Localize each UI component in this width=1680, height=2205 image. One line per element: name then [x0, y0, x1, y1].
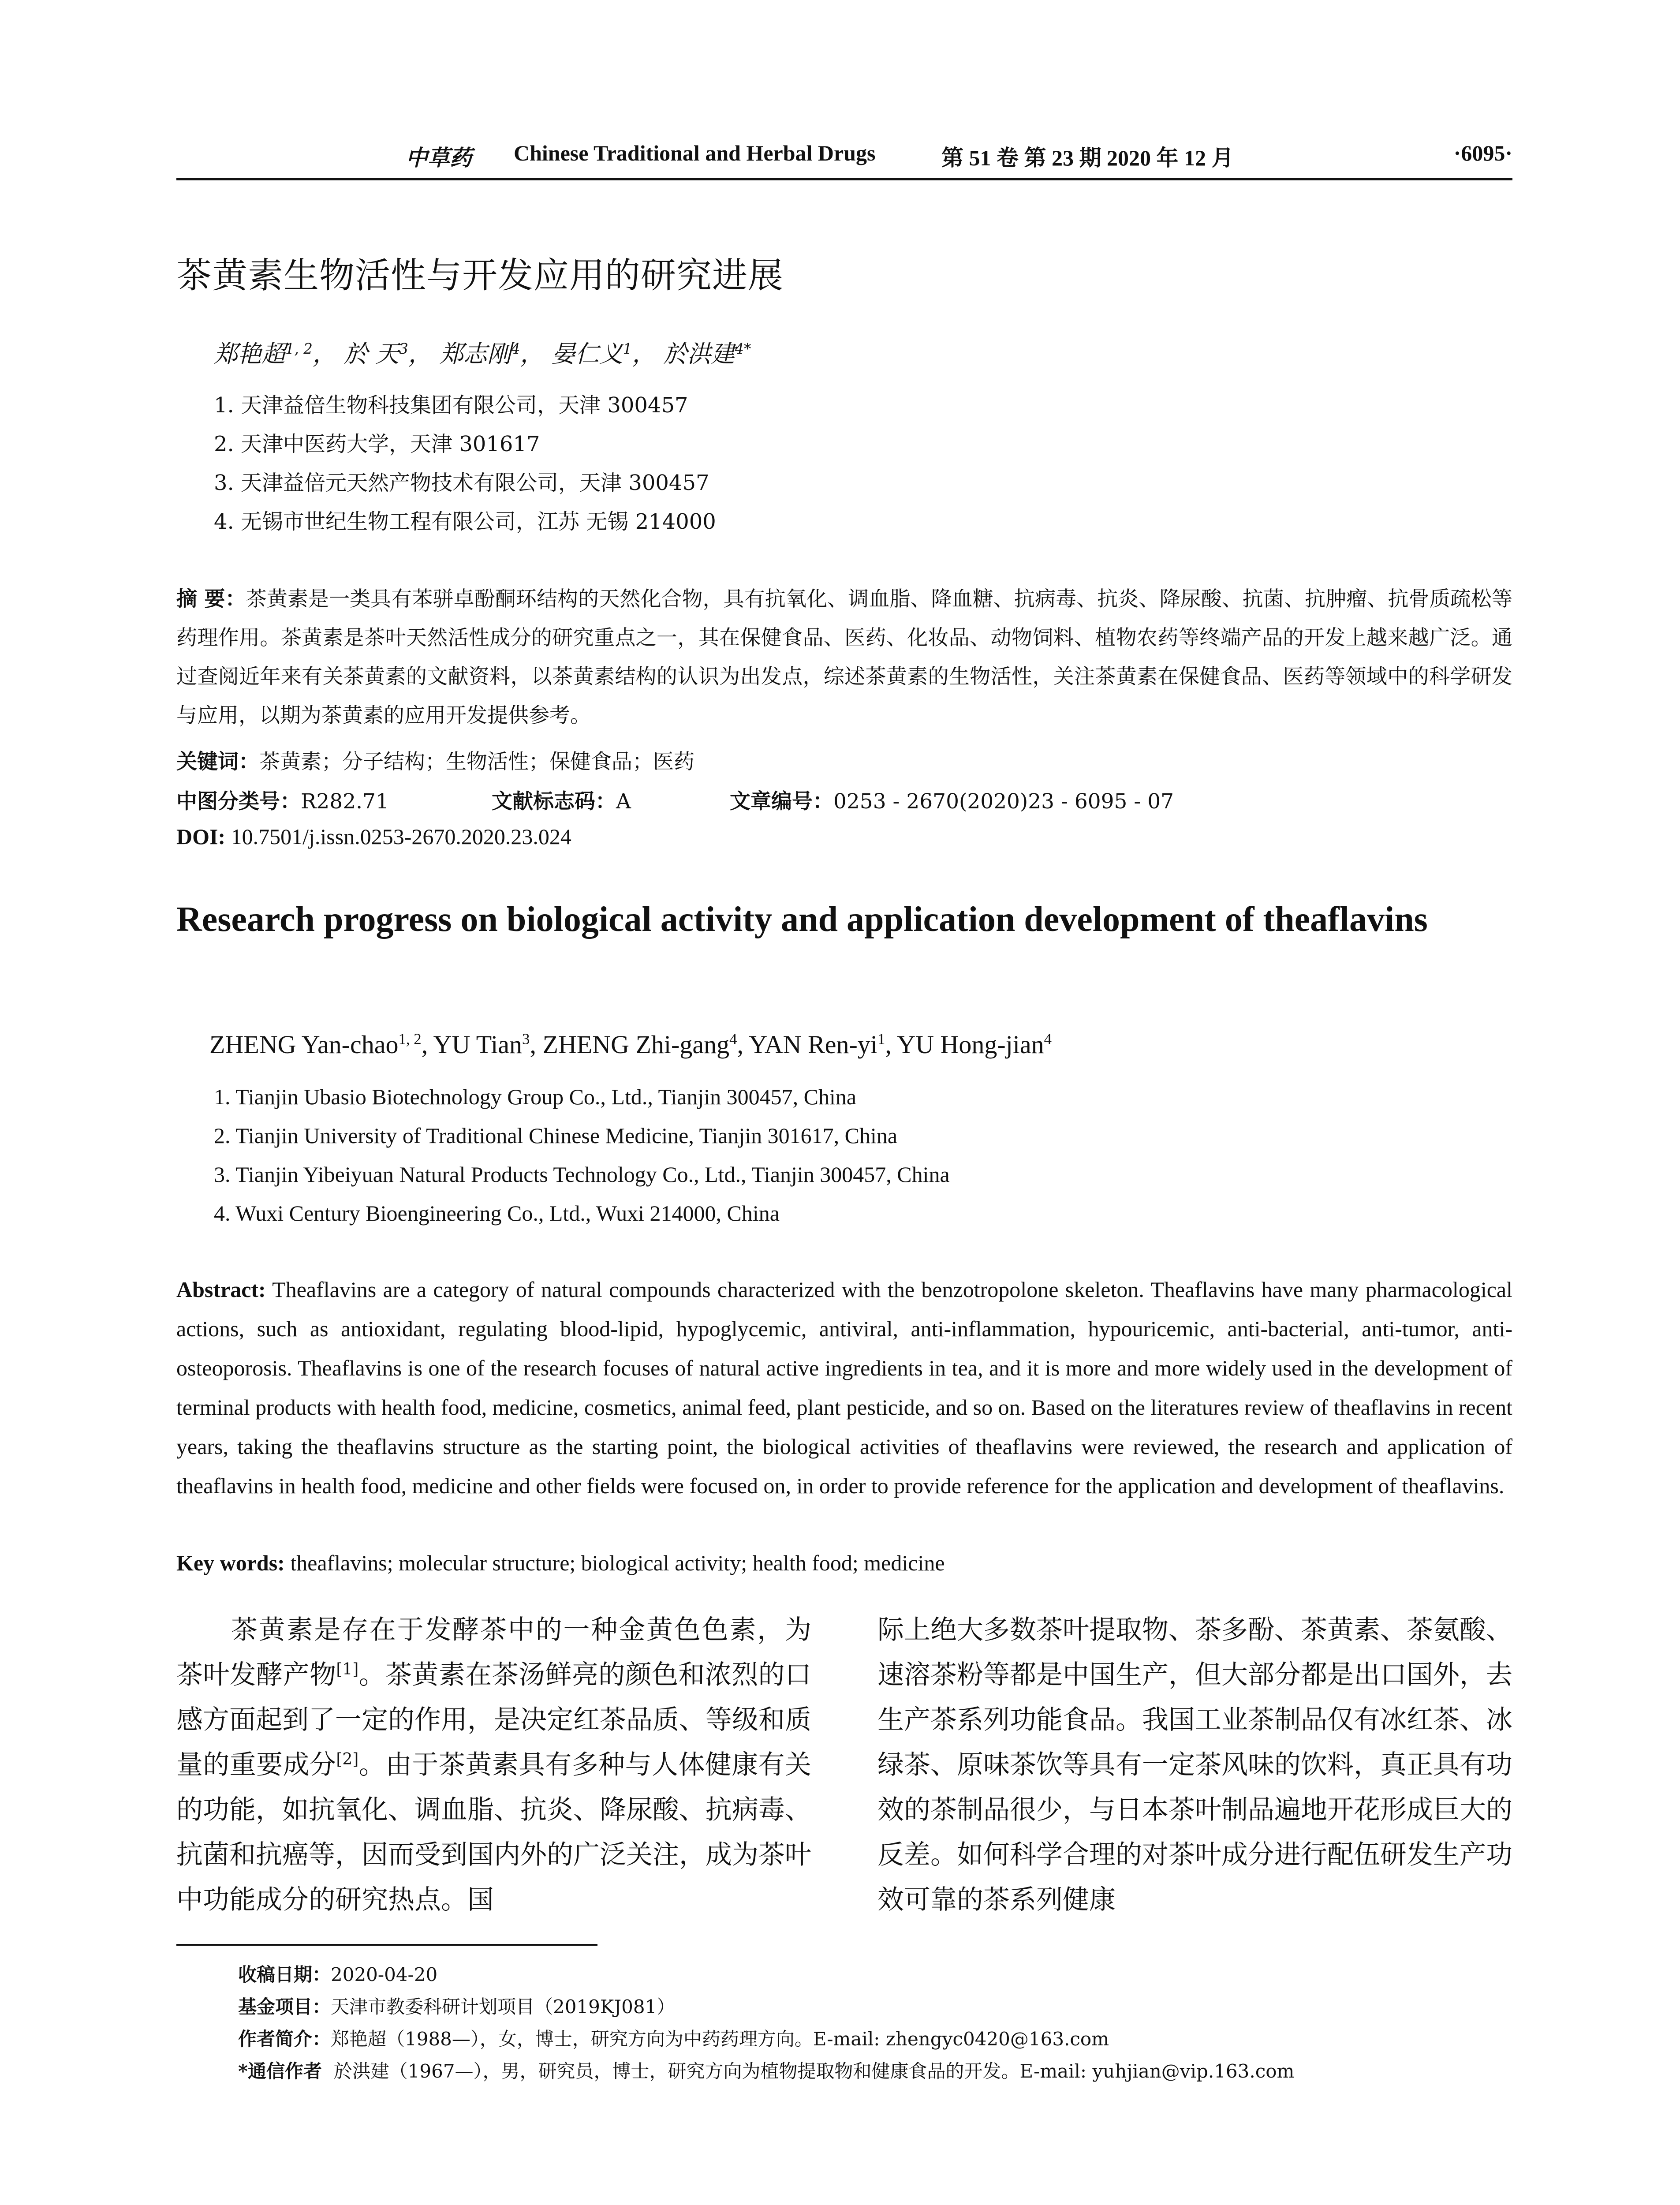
body-text: 。茶黄素在茶汤鲜亮的颜色和浓烈的口感方面起到了一定的作用，是决定红茶品质、等级和质量的重要成分 — [176, 1659, 812, 1780]
affiliation-cn: 2. 天津中医药大学，天津 301617 — [214, 432, 540, 456]
author-affil-sup: 4* — [735, 340, 751, 357]
author-cn: 郑艳超 — [214, 340, 285, 368]
affiliation-cn: 4. 无锡市世纪生物工程有限公司，江苏 无锡 214000 — [214, 509, 716, 534]
citation-ref[interactable]: [1] — [336, 1660, 359, 1678]
body-column-right — [877, 1607, 1512, 1922]
author-affil-sup: 1, 2 — [285, 340, 313, 357]
author-affil-sup: 3 — [399, 340, 408, 357]
article-number-value: 0253 - 2670(2020)23 - 6095 - 07 — [833, 789, 1174, 814]
author-affil-sup: 1 — [877, 1030, 885, 1048]
page-number: ·6095· — [1453, 141, 1512, 165]
footnote-author-bio — [238, 2025, 1109, 2051]
clc-value: R282.71 — [301, 789, 389, 814]
article-number-field — [730, 785, 1174, 815]
author-en: ZHENG Zhi-gang — [542, 1030, 730, 1059]
clc-label: 中图分类号： — [176, 789, 301, 814]
article-number-label: 文章编号： — [730, 789, 833, 814]
author-affil-sup: 1, 2 — [398, 1030, 422, 1048]
body-text: 际上绝大多数茶叶提取物、茶多酚、茶黄素、茶氨酸、速溶茶粉等都是中国生产，但大部分都是出口国外，去生产茶系列功能食品。我国工业茶制品仅有冰红茶、冰绿茶、原味茶饮等具有一定茶风味的饮料，真正具有功效的茶制品很少，与日本茶叶制品遍地开花形成巨大的反差。如何科学合理的对茶叶成分进行配伍研发生产功效可靠的茶系列健康 — [877, 1615, 1512, 1915]
clc-field — [176, 785, 389, 815]
keywords-en — [176, 1550, 945, 1576]
affiliation-en: 2. Tianjin University of Traditional Chinese Medicine, Tianjin 301617, China — [214, 1123, 898, 1148]
keywords-cn-label: 关键词： — [176, 750, 259, 774]
footnote-text: 天津市教委科研计划项目（2019KJ081） — [331, 1996, 676, 2018]
author-cn: 郑志刚 — [439, 340, 511, 368]
author-en: YU Hong-jian — [897, 1030, 1044, 1059]
author-affil-sup: 4 — [511, 340, 520, 357]
footnote-text: 郑艳超（1988—），女，博士，研究方向为中药药理方向。E-mail: zhengyc0420@163.com — [331, 2028, 1109, 2050]
authors-cn: 郑艳超$^{1, 2}$， 於 天$^3$， 郑志刚$^4$， 晏仁义$^1$， 於洪建$^{4*}$ — [214, 340, 751, 368]
doi-line — [176, 824, 571, 849]
affiliation-cn: 1. 天津益倍生物科技集团有限公司，天津 300457 — [214, 393, 688, 418]
author-en: YU Tian — [433, 1030, 523, 1059]
footnote-label: 收稿日期： — [238, 1964, 331, 1985]
abstract-en — [176, 1270, 1512, 1506]
abstract-cn — [176, 580, 1512, 735]
title-en: Research progress on biological activity and application development of theaflavins — [176, 900, 1428, 939]
author-cn: 晏仁义 — [551, 340, 623, 368]
doi-label: DOI: — [176, 824, 226, 849]
doc-code-field — [492, 785, 631, 815]
author-affil-sup: 4 — [1044, 1030, 1052, 1048]
journal-name-cn: 中草药 — [406, 145, 472, 171]
footnote-received — [238, 1960, 437, 1987]
author-affil-sup: 1 — [623, 340, 632, 357]
footnote-label: *通信作者 — [238, 2060, 322, 2082]
author-affil-sup: 3 — [522, 1030, 530, 1048]
keywords-en-text: theaflavins; molecular structure; biological activity; health food; medicine — [290, 1551, 945, 1575]
body-column-left — [176, 1607, 811, 1922]
footnote-label: 基金项目： — [238, 1996, 331, 2018]
abstract-cn-label: 摘 要： — [176, 587, 246, 611]
authors-en: ZHENG Yan-chao$^{1, 2}$, YU Tian$^3$, ZHENG Zhi-gang$^4$, YAN Ren-$yi^1$, YU Hong-jian$^4$ — [209, 1030, 1052, 1059]
affiliation-en: 4. Wuxi Century Bioengineering Co., Ltd., Wuxi 214000, China — [214, 1201, 780, 1226]
running-head — [176, 140, 1512, 176]
body-text: 茶黄素是存在于发酵茶中的一种金黄色色素，为茶叶发酵产物 — [176, 1615, 811, 1690]
citation-ref[interactable]: [2] — [336, 1750, 359, 1768]
keywords-cn-text: 茶黄素；分子结构；生物活性；保健食品；医药 — [259, 750, 694, 774]
keywords-cn — [176, 745, 694, 775]
author-cn: 於洪建 — [663, 340, 735, 368]
affiliation-en: 1. Tianjin Ubasio Biotechnology Group Co., Ltd., Tianjin 300457, China — [214, 1084, 857, 1109]
abstract-cn-text: 茶黄素是一类具有苯骈卓酚酮环结构的天然化合物，具有抗氧化、调血脂、降血糖、抗病毒、抗炎、降尿酸、抗菌、抗肿瘤、抗骨质疏松等药理作用。茶黄素是茶叶天然活性成分的研究重点之一，其在保健食品、医药、化妆品、动物饲料、植物农药等终端产品的开发上越来越广泛。通过查阅近年来有关茶黄素的文献资料，以茶黄素结构的认识为出发点，综述茶黄素的生物活性，关注茶黄素在保健食品、医药等领域中的科学研发与应用，以期为茶黄素的应用开发提供参考。 — [176, 587, 1512, 728]
footnote-corresponding — [238, 2057, 1294, 2083]
doc-code-label: 文献标志码： — [492, 789, 616, 814]
doi-value: 10.7501/j.issn.0253-2670.2020.23.024 — [231, 824, 571, 849]
abstract-en-label: Abstract: — [176, 1277, 266, 1302]
author-en: ZHENG Yan-chao — [209, 1030, 399, 1059]
footnote-text: 2020-04-20 — [331, 1964, 438, 1985]
journal-issue: 第 51 卷 第 23 期 2020 年 12 月 — [941, 146, 1234, 170]
header-rule — [176, 178, 1512, 180]
author-cn: 於 天 — [343, 340, 399, 368]
body-text: 。由于茶黄素具有多种与人体健康有关的功能，如抗氧化、调血脂、抗炎、降尿酸、抗病毒、抗菌和抗癌等，因而受到国内外的广泛关注，成为茶叶中功能成分的研究热点。国 — [176, 1749, 812, 1915]
author-en: YAN Ren-yi — [749, 1030, 877, 1059]
affiliation-en: 3. Tianjin Yibeiyuan Natural Products Technology Co., Ltd., Tianjin 300457, China — [214, 1162, 950, 1187]
author-affil-sup: 4 — [729, 1030, 737, 1048]
footnote-label: 作者简介： — [238, 2028, 331, 2050]
abstract-en-text: Theaflavins are a category of natural compounds characterized with the benzotropolone skeleton. Theaflavins have many pharmacological actions, such as antioxidant, regulating blood-lipid, hypoglycemic, antiviral, anti-inflammation, hypouricemic, anti-bacterial, anti-tumor, anti-osteoporosis. Theaflavins is one of the research focuses of natural active ingredients in tea, and it is more and more widely used in the development of terminal products with health food, medicine, cosmetics, animal feed, plant pesticide, and so on. Based on the literatures review of theaflavins in recent years, taking the theaflavins structure as the starting point, the biological activities of theaflavins were reviewed, the research and application of theaflavins in health food, medicine and other fields were focused on, in order to provide reference for the application and development of theaflavins. — [176, 1277, 1512, 1498]
affiliation-cn: 3. 天津益倍元天然产物技术有限公司，天津 300457 — [214, 471, 709, 495]
footnote-rule — [176, 1944, 597, 1946]
doc-code-value: A — [616, 789, 631, 814]
footnote-funding — [238, 1992, 675, 2019]
title-cn: 茶黄素生物活性与开发应用的研究进展 — [176, 255, 784, 296]
journal-name-en: Chinese Traditional and Herbal Drugs — [514, 141, 876, 165]
footnote-text: 於洪建（1967—），男，研究员，博士，研究方向为植物提取物和健康食品的开发。E-mail: yuhjian@vip.163.com — [333, 2060, 1295, 2082]
keywords-en-label: Key words: — [176, 1551, 285, 1575]
